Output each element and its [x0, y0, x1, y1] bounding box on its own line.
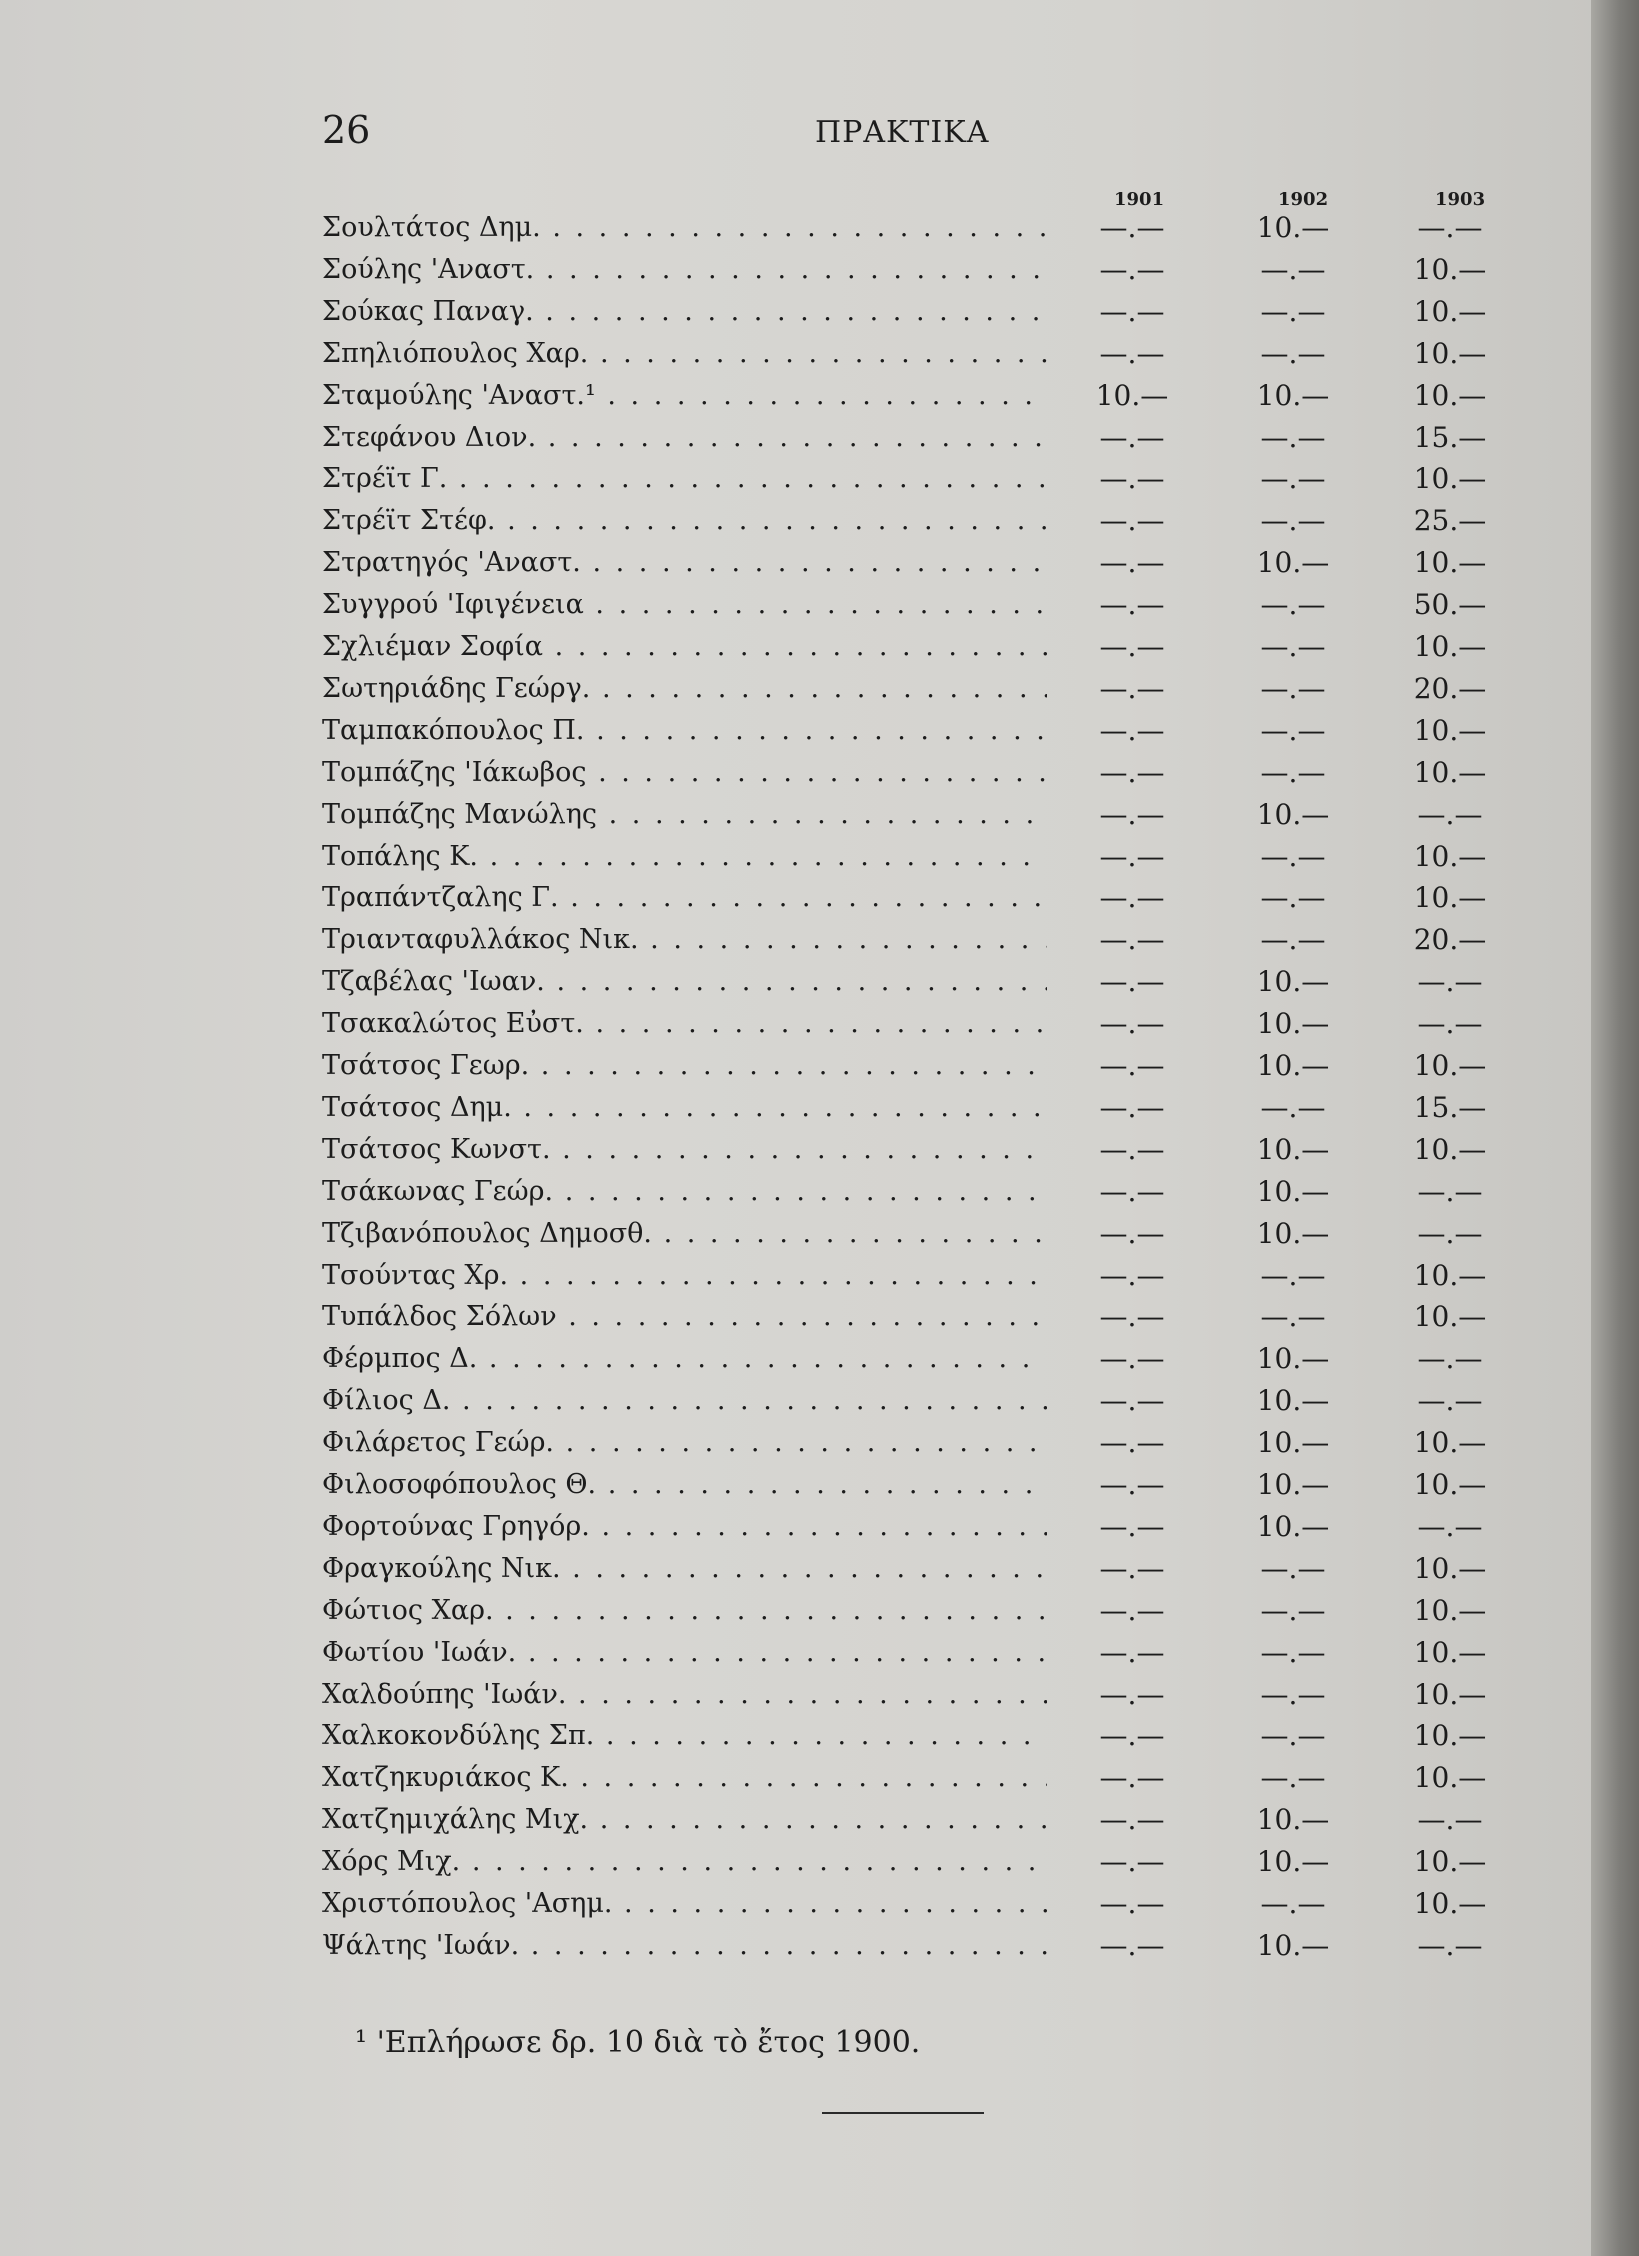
- amount-1901: —.—: [1099, 1928, 1165, 1962]
- member-name: Τομπάζης 'Ιάκωβος . . .: [322, 755, 1047, 791]
- amount-1903: 10.—: [1413, 546, 1487, 580]
- amount-1903: 10.—: [1413, 1426, 1487, 1460]
- table-row: [0, 1593, 1600, 1635]
- amount-1901: —.—: [1099, 1007, 1165, 1041]
- table-row: [0, 922, 1600, 964]
- member-name: Χατζημιχάλης Μιχ. . . .: [322, 1802, 1047, 1838]
- member-name: Στρατηγός 'Αναστ. . . .: [322, 545, 1047, 581]
- amount-1901: —.—: [1099, 1300, 1165, 1334]
- amount-1901: —.—: [1099, 1761, 1165, 1795]
- table-row: [0, 1258, 1600, 1300]
- amount-1901: —.—: [1099, 881, 1165, 915]
- table-row: [0, 880, 1600, 922]
- amount-1901: —.—: [1099, 211, 1165, 244]
- amount-1903: —.—: [1417, 1007, 1483, 1041]
- member-name: Σούλης 'Αναστ. . . .: [322, 252, 1047, 288]
- member-name: Τραπάντζαλης Γ. . . .: [322, 880, 1047, 916]
- table-row: [0, 587, 1600, 629]
- member-name: Συγγρού 'Ιφιγένεια . . .: [322, 587, 1047, 623]
- amount-1903: 20.—: [1413, 923, 1487, 957]
- amount-1903: 20.—: [1413, 671, 1487, 705]
- amount-1901: —.—: [1099, 1216, 1165, 1250]
- amount-1902: 10.—: [1256, 1007, 1330, 1041]
- amount-1901: —.—: [1099, 1677, 1165, 1711]
- table-row: [0, 1760, 1600, 1802]
- page-number: 26: [322, 108, 371, 152]
- table-row: [0, 964, 1600, 1006]
- member-name: Τσάτσος Δημ. . . .: [322, 1090, 1047, 1126]
- table-row: [0, 1090, 1600, 1132]
- amount-1903: 15.—: [1413, 420, 1487, 454]
- amount-1901: —.—: [1099, 1049, 1165, 1082]
- amount-1903: 10.—: [1413, 881, 1487, 915]
- member-name: Τσάτσος Γεωρ. . . .: [322, 1048, 1047, 1084]
- table-row: [0, 1844, 1600, 1886]
- amount-1901: —.—: [1099, 462, 1165, 496]
- amount-1901: —.—: [1099, 336, 1165, 370]
- amount-1902: —.—: [1260, 1551, 1326, 1585]
- table-row: [0, 713, 1600, 755]
- table-row: [0, 545, 1600, 587]
- amount-1902: —.—: [1260, 336, 1326, 370]
- member-name: Φώτιος Χαρ. . . .: [322, 1593, 1047, 1629]
- amount-1902: 10.—: [1256, 797, 1330, 831]
- amount-1903: —.—: [1417, 1174, 1483, 1208]
- member-name: Στρέϊτ Γ. . . .: [322, 461, 1047, 497]
- member-name: Χαλδούπης 'Ιωάν. . . .: [322, 1677, 1047, 1713]
- member-name: Χριστόπουλος 'Ασημ. . . .: [322, 1886, 1047, 1922]
- member-name: Σχλιέμαν Σοφία . . .: [322, 629, 1047, 665]
- amount-1902: 10.—: [1256, 546, 1330, 580]
- member-name: Σταμούλης 'Αναστ.¹ . . .: [322, 378, 1047, 414]
- amount-1901: —.—: [1099, 1258, 1165, 1292]
- amount-1902: —.—: [1260, 1719, 1326, 1753]
- amount-1901: —.—: [1099, 1342, 1165, 1376]
- amount-1902: 10.—: [1256, 965, 1330, 999]
- running-head: ΠΡΑΚΤΙΚΑ: [815, 115, 990, 150]
- amount-1901: —.—: [1099, 755, 1165, 789]
- amount-1901: —.—: [1099, 1719, 1165, 1753]
- amount-1903: 10.—: [1413, 1300, 1487, 1334]
- amount-1902: 10.—: [1256, 1216, 1330, 1250]
- member-name: Φορτούνας Γρηγόρ. . . .: [322, 1509, 1047, 1545]
- table-row: [0, 671, 1600, 713]
- amount-1903: —.—: [1417, 1216, 1483, 1250]
- amount-1902: —.—: [1260, 1677, 1326, 1711]
- member-name: Φραγκούλης Νικ. . . .: [322, 1551, 1047, 1587]
- member-name: Χατζηκυριάκος Κ. . . .: [322, 1760, 1047, 1796]
- amount-1901: —.—: [1099, 1132, 1165, 1166]
- member-name: Φιλάρετος Γεώρ. . . .: [322, 1425, 1047, 1461]
- member-name: Τσάκωνας Γεώρ. . . .: [322, 1174, 1047, 1210]
- amount-1903: 10.—: [1413, 462, 1487, 496]
- amount-1902: —.—: [1260, 294, 1326, 328]
- amount-1902: —.—: [1260, 839, 1326, 873]
- amount-1901: —.—: [1099, 1426, 1165, 1460]
- table-row: [0, 1551, 1600, 1593]
- amount-1901: —.—: [1099, 1468, 1165, 1501]
- member-name: Φωτίου 'Ιωάν. . . .: [322, 1635, 1047, 1671]
- amount-1902: —.—: [1260, 1300, 1326, 1334]
- member-name: Στεφάνου Διον. . . .: [322, 420, 1047, 456]
- amount-1902: —.—: [1260, 588, 1326, 622]
- table-row: [0, 1341, 1600, 1383]
- amount-1902: 10.—: [1256, 1928, 1330, 1962]
- amount-1903: 10.—: [1413, 839, 1487, 873]
- table-row: [0, 1886, 1600, 1928]
- member-name: Χαλκοκονδύλης Σπ. . . .: [322, 1718, 1047, 1754]
- amount-1901: —.—: [1099, 252, 1165, 286]
- table-row: [0, 1718, 1600, 1760]
- amount-1901: 10.—: [1095, 378, 1169, 412]
- member-name: Σωτηριάδης Γεώργ. . . .: [322, 671, 1047, 707]
- amount-1903: —.—: [1417, 965, 1483, 999]
- member-name: Ψάλτης 'Ιωάν. . . .: [322, 1928, 1047, 1964]
- amount-1903: 10.—: [1413, 1049, 1487, 1082]
- amount-1902: 10.—: [1256, 1468, 1330, 1501]
- table-row: [0, 1509, 1600, 1551]
- amount-1902: —.—: [1260, 1258, 1326, 1292]
- amount-1903: —.—: [1417, 1342, 1483, 1376]
- member-name: Στρέϊτ Στέφ. . . .: [322, 503, 1047, 539]
- amount-1902: 10.—: [1256, 211, 1330, 244]
- amount-1901: —.—: [1099, 588, 1165, 622]
- table-row: [0, 1174, 1600, 1216]
- amount-1903: 10.—: [1413, 755, 1487, 789]
- amount-1902: 10.—: [1256, 1384, 1330, 1418]
- amount-1902: —.—: [1260, 420, 1326, 454]
- amount-1902: —.—: [1260, 1090, 1326, 1124]
- amount-1901: —.—: [1099, 420, 1165, 454]
- amount-1901: —.—: [1099, 630, 1165, 663]
- amount-1902: 10.—: [1256, 1845, 1330, 1879]
- table-row: [0, 1425, 1600, 1467]
- amount-1902: 10.—: [1256, 1132, 1330, 1166]
- table-row: [0, 1216, 1600, 1258]
- amount-1902: 10.—: [1256, 1509, 1330, 1543]
- member-name: Σούκας Παναγ. . . .: [322, 294, 1047, 330]
- amount-1903: 10.—: [1413, 1887, 1487, 1920]
- amount-1903: 25.—: [1413, 504, 1487, 538]
- member-name: Τζαβέλας 'Ιωαν. . . .: [322, 964, 1047, 1000]
- table-row: [0, 378, 1600, 420]
- column-header-1903: 1903: [1435, 189, 1486, 210]
- amount-1903: —.—: [1417, 1928, 1483, 1962]
- member-name: Φέρμπος Δ. . . .: [322, 1341, 1047, 1377]
- amount-1903: —.—: [1417, 1803, 1483, 1837]
- column-header-1901: 1901: [1114, 189, 1165, 210]
- table-row: [0, 503, 1600, 545]
- table-row: [0, 252, 1600, 294]
- amount-1902: 10.—: [1256, 1426, 1330, 1460]
- table-row: [0, 1132, 1600, 1174]
- member-name: Τοπάλης Κ. . . .: [322, 839, 1047, 875]
- table-row: [0, 336, 1600, 378]
- member-name: Τσακαλώτος Εὐστ. . . .: [322, 1006, 1047, 1042]
- table-row: [0, 1299, 1600, 1341]
- amount-1903: 10.—: [1413, 336, 1487, 370]
- amount-1901: —.—: [1099, 1803, 1165, 1837]
- amount-1903: 10.—: [1413, 1761, 1487, 1795]
- table-row: [0, 1383, 1600, 1425]
- amount-1902: 10.—: [1256, 1174, 1330, 1208]
- amount-1901: —.—: [1099, 1090, 1165, 1124]
- amount-1901: —.—: [1099, 546, 1165, 580]
- amount-1903: 10.—: [1413, 1551, 1487, 1585]
- member-name: Σπηλιόπουλος Χαρ. . . .: [322, 336, 1047, 372]
- amount-1901: —.—: [1099, 797, 1165, 831]
- amount-1901: —.—: [1099, 1384, 1165, 1418]
- closing-rule: [822, 2112, 984, 2114]
- table-row: [0, 210, 1600, 252]
- table-row: [0, 1928, 1600, 1970]
- amount-1903: 10.—: [1413, 378, 1487, 412]
- table-row: [0, 1048, 1600, 1090]
- table-row: [0, 1802, 1600, 1844]
- amount-1903: 10.—: [1413, 1132, 1487, 1166]
- amount-1903: 10.—: [1413, 1593, 1487, 1627]
- amount-1901: —.—: [1099, 965, 1165, 999]
- member-name: Χόρς Μιχ. . . .: [322, 1844, 1047, 1880]
- amount-1901: —.—: [1099, 671, 1165, 705]
- amount-1901: —.—: [1099, 1845, 1165, 1879]
- member-name: Τομπάζης Μανώλης . . .: [322, 797, 1047, 833]
- amount-1902: —.—: [1260, 1635, 1326, 1669]
- amount-1901: —.—: [1099, 713, 1165, 747]
- amount-1901: —.—: [1099, 294, 1165, 328]
- amount-1902: —.—: [1260, 671, 1326, 705]
- table-row: [0, 1677, 1600, 1719]
- amount-1903: 10.—: [1413, 1677, 1487, 1711]
- member-name: Τσάτσος Κωνστ. . . .: [322, 1132, 1047, 1168]
- amount-1902: —.—: [1260, 755, 1326, 789]
- table-row: [0, 420, 1600, 462]
- table-row: [0, 294, 1600, 336]
- amount-1901: —.—: [1099, 504, 1165, 538]
- amount-1903: 15.—: [1413, 1090, 1487, 1124]
- member-name: Φιλοσοφόπουλος Θ. . . .: [322, 1467, 1047, 1503]
- amount-1902: —.—: [1260, 630, 1326, 663]
- column-header-1902: 1902: [1278, 189, 1329, 210]
- member-name: Τυπάλδος Σόλων . . .: [322, 1299, 1047, 1335]
- member-name: Σουλτάτος Δημ. . . .: [322, 210, 1047, 246]
- footnote: ¹ 'Επλήρωσε δρ. 10 διὰ τὸ ἔτος 1900.: [355, 2025, 921, 2060]
- table-row: [0, 755, 1600, 797]
- amount-1902: —.—: [1260, 713, 1326, 747]
- amount-1903: —.—: [1417, 797, 1483, 831]
- amount-1903: 10.—: [1413, 713, 1487, 747]
- amount-1902: —.—: [1260, 504, 1326, 538]
- amount-1901: —.—: [1099, 1593, 1165, 1627]
- amount-1901: —.—: [1099, 923, 1165, 957]
- amount-1901: —.—: [1099, 1174, 1165, 1208]
- table-row: [0, 1635, 1600, 1677]
- amount-1902: —.—: [1260, 1887, 1326, 1920]
- amount-1902: —.—: [1260, 1761, 1326, 1795]
- amount-1903: 10.—: [1413, 1635, 1487, 1669]
- amount-1903: 10.—: [1413, 630, 1487, 663]
- table-row: [0, 461, 1600, 503]
- member-name: Τζιβανόπουλος Δημοσθ. . . .: [322, 1216, 1047, 1252]
- table-row: [0, 839, 1600, 881]
- amount-1902: 10.—: [1256, 1049, 1330, 1082]
- amount-1902: 10.—: [1256, 378, 1330, 412]
- amount-1901: —.—: [1099, 839, 1165, 873]
- amount-1902: —.—: [1260, 462, 1326, 496]
- amount-1903: 10.—: [1413, 1258, 1487, 1292]
- amount-1903: 10.—: [1413, 294, 1487, 328]
- member-name: Φίλιος Δ. . . .: [322, 1383, 1047, 1419]
- amount-1902: 10.—: [1256, 1803, 1330, 1837]
- table-row: [0, 629, 1600, 671]
- amount-1901: —.—: [1099, 1635, 1165, 1669]
- amount-1903: 10.—: [1413, 1845, 1487, 1879]
- amount-1902: —.—: [1260, 252, 1326, 286]
- amount-1903: 10.—: [1413, 252, 1487, 286]
- table-row: [0, 1467, 1600, 1509]
- amount-1903: 10.—: [1413, 1719, 1487, 1753]
- amount-1902: 10.—: [1256, 1342, 1330, 1376]
- member-name: Τσούντας Χρ. . . .: [322, 1258, 1047, 1294]
- table-row: [0, 1006, 1600, 1048]
- amount-1903: —.—: [1417, 1509, 1483, 1543]
- amount-1901: —.—: [1099, 1509, 1165, 1543]
- amount-1903: 50.—: [1413, 588, 1487, 622]
- amount-1902: —.—: [1260, 881, 1326, 915]
- amount-1903: —.—: [1417, 211, 1483, 244]
- member-name: Ταμπακόπουλος Π. . . .: [322, 713, 1047, 749]
- table-row: [0, 797, 1600, 839]
- amount-1902: —.—: [1260, 923, 1326, 957]
- amount-1902: —.—: [1260, 1593, 1326, 1627]
- amount-1901: —.—: [1099, 1887, 1165, 1920]
- amount-1903: 10.—: [1413, 1468, 1487, 1501]
- member-name: Τριανταφυλλάκος Νικ. . . .: [322, 922, 1047, 958]
- amount-1901: —.—: [1099, 1551, 1165, 1585]
- amount-1903: —.—: [1417, 1384, 1483, 1418]
